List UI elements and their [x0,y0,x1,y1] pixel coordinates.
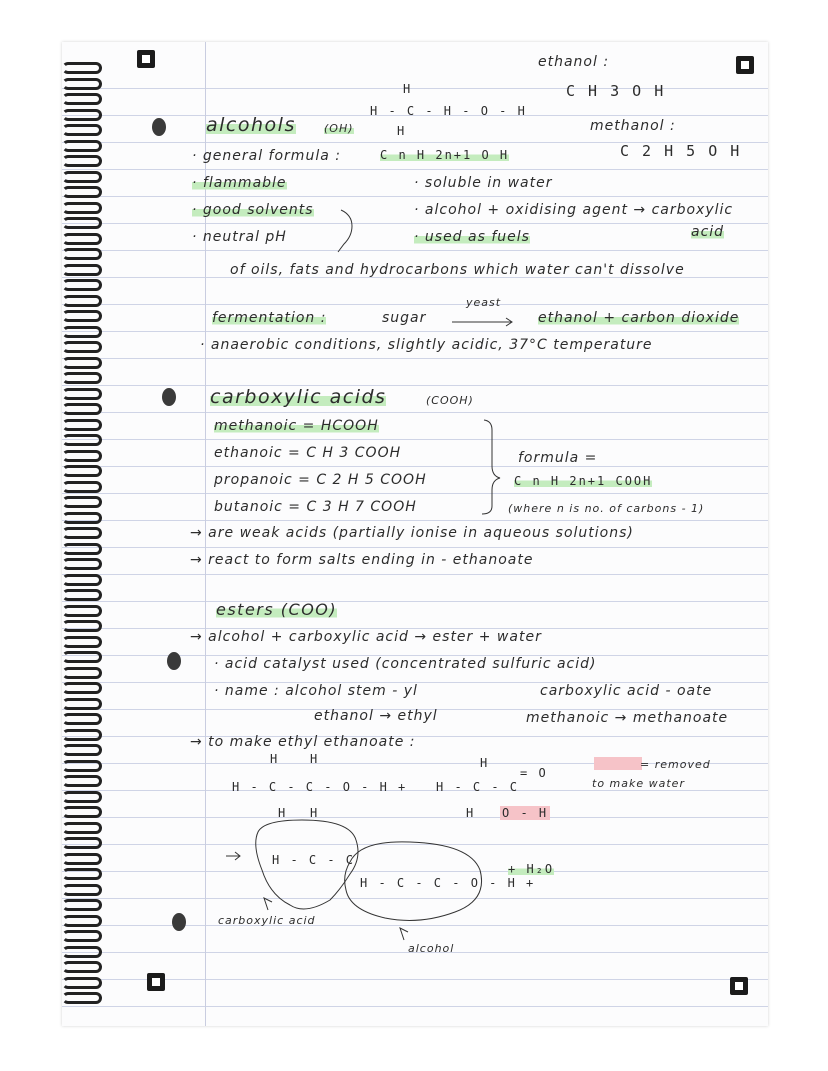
note-line: carboxylic acid - oate [540,683,713,699]
note-line: yeast [466,296,502,309]
note-line: ethanol + carbon dioxide [538,310,740,326]
note-line: · name : alcohol stem - yl [214,683,418,699]
ester-molecule: H [278,806,288,820]
note-line: · general formula : [192,148,341,164]
general-formula: C n H 2n+1 O H [380,148,510,162]
ester-molecule: H - C - C - O - H + [232,780,408,794]
note-line: · alcohol + oxidising agent → carboxylic [414,202,734,218]
note-line: · anaerobic conditions, slightly acidic, 37°C temperature [200,337,653,353]
acid-row: methanoic = HCOOH [214,418,379,434]
note-line: · used as fuels [414,229,530,245]
methanol-formula: C 2 H 5 O H [620,142,742,160]
methanol-label: methanol : [590,118,676,134]
note-line: acid [691,224,725,240]
note-line: → react to form salts ending in - ethanoate [190,552,534,568]
note-line: → are weak acids (partially ionise in aqueous solutions) [190,525,634,541]
ester-molecule: = O [520,766,548,780]
acid-row: butanoic = C 3 H 7 COOH [214,499,417,515]
ester-molecule: H [270,752,280,766]
water-product: + H₂O [508,862,555,876]
note-line: · flammable [192,175,287,191]
note-line: methanoic → methanoate [526,710,729,726]
ester-molecule: H - C - C [436,780,520,794]
ester-product: H - C - C [272,853,356,867]
note-line: · acid catalyst used (concentrated sulfuric acid) [214,656,597,672]
structure-text: H [397,124,407,138]
acid-row: propanoic = C 2 H 5 COOH [214,472,427,488]
note-line: → alcohol + carboxylic acid → ester + water [190,629,542,645]
ethanol-formula: C H 3 O H [566,82,666,100]
structure-text: H [403,82,413,96]
note-line: · soluble in water [414,175,553,191]
esters-heading: esters (COO) [216,600,338,619]
note-line: (where n is no. of carbons - 1) [508,502,705,515]
removed-oh: O - H [502,806,549,820]
acid-row: ethanoic = C H 3 COOH [214,445,402,461]
note-line: formula = [518,450,598,466]
ester-product: H - C - C - O - H + [360,876,536,890]
note-line: of oils, fats and hydrocarbons which water can't dissolve [230,262,685,278]
note-line: to make water [592,777,685,790]
fermentation-label: fermentation : [212,310,327,326]
carboxylic-heading: carboxylic acids [210,386,387,408]
carboxylic-group: (COOH) [426,394,474,407]
note-line: = removed [640,758,711,771]
note-line: → to make ethyl ethanoate : [190,734,416,750]
ester-molecule: H [310,752,320,766]
structure-text: H - C - H - O - H [370,104,527,118]
alcohols-heading: alcohols [206,114,296,136]
ethanol-label: ethanol : [538,54,610,70]
note-line: ethanol → ethyl [314,708,438,724]
note-line: sugar [382,310,427,326]
note-line: · good solvents [192,202,314,218]
carboxylic-acid-label: carboxylic acid [218,914,316,927]
ester-molecule: H [480,756,490,770]
alcohols-group: (OH) [324,122,354,135]
ester-molecule: H [466,806,476,820]
carboxylic-formula: C n H 2n+1 COOH [514,474,653,488]
alcohol-label: alcohol [408,942,455,955]
note-line: · neutral pH [192,229,287,245]
ester-molecule: H [310,806,320,820]
